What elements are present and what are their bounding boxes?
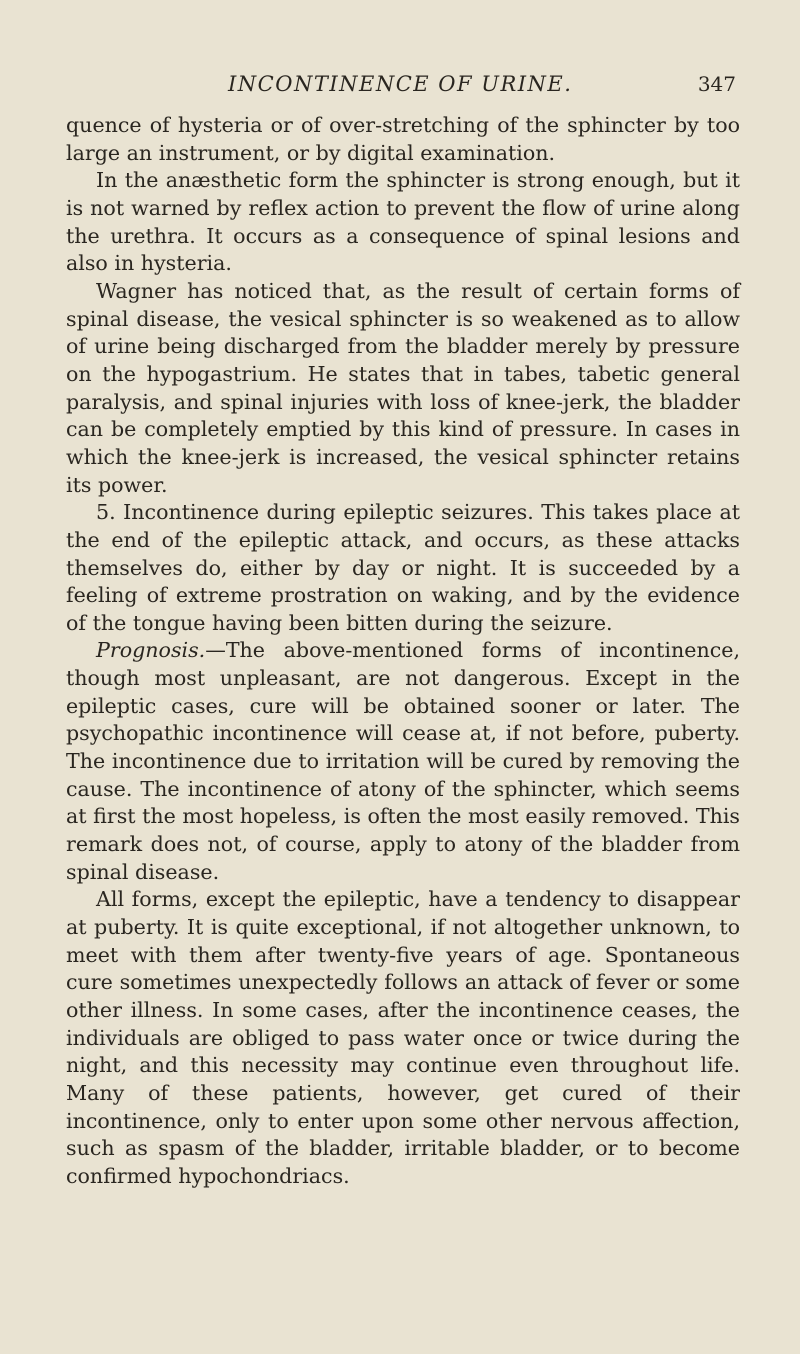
section-heading: Prognosis. (96, 638, 206, 663)
paragraph (66, 499, 740, 637)
paragraph-text: In the anæsthetic form the sphincter is strong enough, but it is not warned by reflex action to prevent the flow of urine along the urethra. It occurs as a consequence of spinal lesions and also in hysteria. (66, 168, 740, 276)
paragraph-text: —The above-mentioned forms of incontinence, though most unpleasant, are not dangerous. Except in the epileptic cases, cure will be obtained sooner or later. The psychopathic incontinence will cease at, if not before, puberty. The incontinence due to irritation will be cured by removing the cause. The incontinence of atony of the sphincter, which seems at first the most hopeless, is often the most easily removed. This remark does not, of course, apply to atony of the bladder from spinal disease. (66, 638, 740, 884)
paragraph-text: Wagner has noticed that, as the result of certain forms of spinal disease, the vesical sphincter is so weakened as to allow of urine being discharged from the bladder merely by pressure on the hypogastrium. He states that in tabes, tabetic general paralysis, and spinal injuries with loss of knee-jerk, the bladder can be completely emptied by this kind of pressure. In cases in which the knee-jerk is increased, the vesical sphincter retains its power. (66, 278, 740, 497)
paragraph-text: All forms, except the epileptic, have a tendency to disappear at puberty. It is quite exceptional, if not altogether unknown, to meet with them after twenty-five years of age. Spontaneous cure sometimes unexpectedly follows an attack of fever or some other illness. In some cases, after the incontinence ceases, the individuals are obliged to pass water once or twice during the night, and this necessity may continue even throughout life. Many of these patients, however, get cured of their incontinence, only to enter upon some other nervous affection, such as spasm of the bladder, irritable bladder, or to become confirmed hypochondriacs. (66, 887, 740, 1188)
paragraph (66, 637, 740, 886)
running-title: INCONTINENCE OF URINE. (228, 72, 573, 96)
paragraph (66, 278, 740, 499)
page-header (66, 72, 740, 106)
page-number: 347 (697, 72, 736, 96)
paragraph (66, 886, 740, 1190)
paragraph-text: 5. Incontinence during epileptic seizures. This takes place at the end of the epileptic attack, and occurs, as these attacks themselves do, either by day or night. It is succeeded by a feeling of extreme prostration on waking, and by the evidence of the tongue having been bitten during the seizure. (66, 500, 740, 635)
paragraph (66, 167, 740, 278)
body-text (66, 112, 740, 1191)
paragraph-text: quence of hysteria or of over-stretching of the sphincter by too large an instrument, or by digital examination. (66, 113, 740, 165)
paragraph (66, 112, 740, 167)
